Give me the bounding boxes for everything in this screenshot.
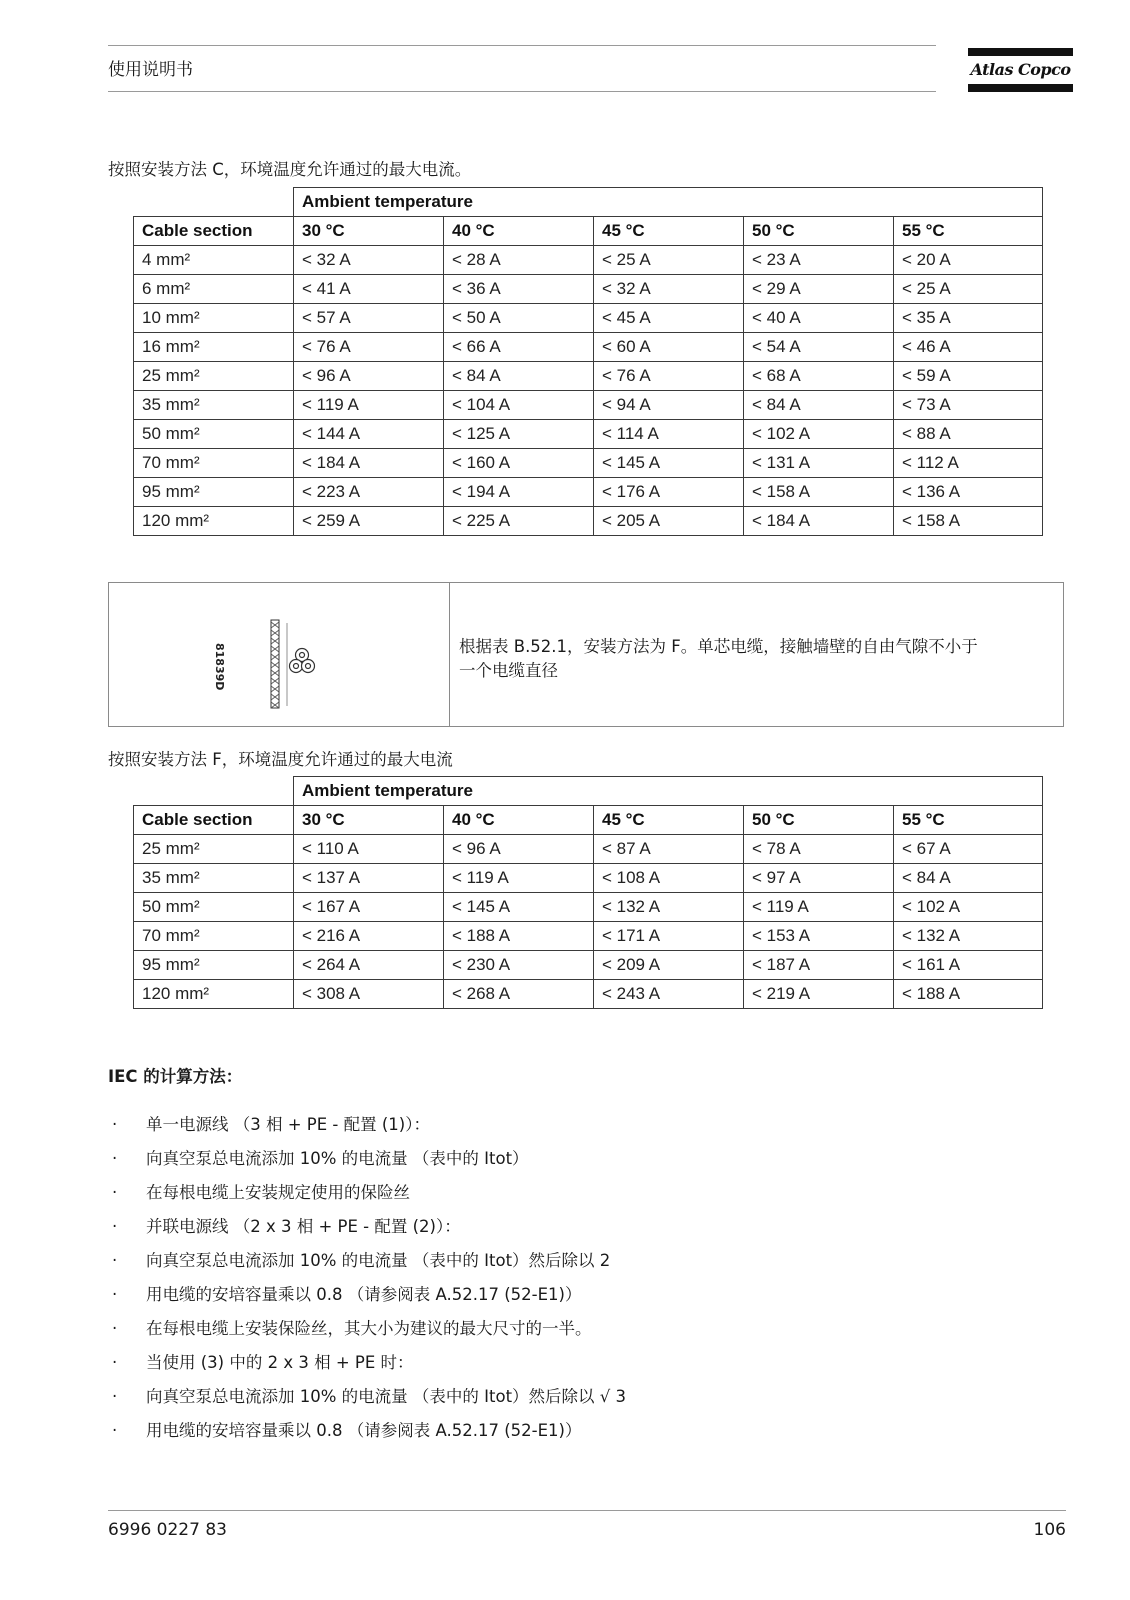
ambient-temperature-header: Ambient temperature — [294, 777, 1043, 806]
current-value-cell: < 161 A — [894, 951, 1043, 980]
logo-wordmark: Atlas Copco — [970, 60, 1071, 79]
current-value-cell: < 184 A — [744, 507, 894, 536]
current-value-cell: < 145 A — [594, 449, 744, 478]
current-value-cell: < 205 A — [594, 507, 744, 536]
current-value-cell: < 153 A — [744, 922, 894, 951]
current-value-cell: < 132 A — [894, 922, 1043, 951]
current-value-cell: < 57 A — [294, 304, 444, 333]
current-value-cell: < 268 A — [444, 980, 594, 1009]
header-bottom-rule — [108, 91, 936, 92]
cable-section-cell: 16 mm² — [134, 333, 294, 362]
current-value-cell: < 40 A — [744, 304, 894, 333]
list-item-text: 用电缆的安培容量乘以 0.8 （请参阅表 A.52.17 (52-E1)） — [146, 1421, 582, 1440]
column-header: Cable section — [134, 806, 294, 835]
current-value-cell: < 209 A — [594, 951, 744, 980]
list-item — [112, 1183, 1012, 1217]
column-header: 30 °C — [294, 217, 444, 246]
logo-top-bar — [968, 48, 1073, 56]
current-value-cell: < 67 A — [894, 835, 1043, 864]
cable-section-cell: 10 mm² — [134, 304, 294, 333]
table-row — [134, 449, 1043, 478]
current-value-cell: < 132 A — [594, 893, 744, 922]
current-value-cell: < 136 A — [894, 478, 1043, 507]
figure-divider — [449, 583, 450, 726]
current-value-cell: < 68 A — [744, 362, 894, 391]
current-value-cell: < 125 A — [444, 420, 594, 449]
table-row — [134, 391, 1043, 420]
list-item-text: 并联电源线 （2 x 3 相 + PE - 配置 (2)）： — [146, 1217, 461, 1236]
current-value-cell: < 84 A — [744, 391, 894, 420]
current-value-cell: < 96 A — [294, 362, 444, 391]
table-corner-cell — [134, 188, 294, 217]
current-value-cell: < 54 A — [744, 333, 894, 362]
list-item-text: 在每根电缆上安装保险丝，其大小为建议的最大尺寸的一半。 — [146, 1319, 592, 1338]
table-row — [134, 420, 1043, 449]
list-item-text: 当使用 (3) 中的 2 x 3 相 + PE 时： — [146, 1353, 414, 1372]
ambient-temperature-header: Ambient temperature — [294, 188, 1043, 217]
current-value-cell: < 35 A — [894, 304, 1043, 333]
current-value-cell: < 20 A — [894, 246, 1043, 275]
cable-wall-diagram-icon — [269, 618, 339, 713]
table-row — [134, 333, 1043, 362]
bullet-marker: · — [112, 1285, 118, 1304]
current-value-cell: < 188 A — [894, 980, 1043, 1009]
current-value-cell: < 46 A — [894, 333, 1043, 362]
cable-section-cell: 6 mm² — [134, 275, 294, 304]
current-value-cell: < 104 A — [444, 391, 594, 420]
installation-method-figure — [108, 582, 1064, 727]
current-value-cell: < 114 A — [594, 420, 744, 449]
list-item — [112, 1217, 1012, 1251]
column-header: 55 °C — [894, 806, 1043, 835]
current-value-cell: < 76 A — [594, 362, 744, 391]
current-value-cell: < 32 A — [594, 275, 744, 304]
current-value-cell: < 78 A — [744, 835, 894, 864]
current-value-cell: < 87 A — [594, 835, 744, 864]
current-value-cell: < 32 A — [294, 246, 444, 275]
table-row — [134, 893, 1043, 922]
section-c-caption: 按照安装方法 C，环境温度允许通过的最大电流。 — [108, 160, 472, 179]
current-value-cell: < 225 A — [444, 507, 594, 536]
current-value-cell: < 216 A — [294, 922, 444, 951]
column-header: 30 °C — [294, 806, 444, 835]
current-value-cell: < 88 A — [894, 420, 1043, 449]
cable-section-cell: 50 mm² — [134, 893, 294, 922]
table-row — [134, 951, 1043, 980]
table-row — [134, 362, 1043, 391]
list-item — [112, 1285, 1012, 1319]
document-title: 使用说明书 — [108, 60, 193, 80]
current-table-method-c — [133, 187, 1043, 536]
current-value-cell: < 45 A — [594, 304, 744, 333]
current-value-cell: < 145 A — [444, 893, 594, 922]
list-item-text: 向真空泵总电流添加 10% 的电流量 （表中的 Itot） — [146, 1149, 529, 1168]
current-value-cell: < 167 A — [294, 893, 444, 922]
table-row — [134, 304, 1043, 333]
current-value-cell: < 84 A — [444, 362, 594, 391]
list-item — [112, 1387, 1012, 1421]
current-value-cell: < 171 A — [594, 922, 744, 951]
current-value-cell: < 110 A — [294, 835, 444, 864]
table-row — [134, 246, 1043, 275]
current-value-cell: < 36 A — [444, 275, 594, 304]
cable-section-cell: 120 mm² — [134, 980, 294, 1009]
current-value-cell: < 184 A — [294, 449, 444, 478]
table-corner-cell — [134, 777, 294, 806]
current-value-cell: < 96 A — [444, 835, 594, 864]
figure-code-label: 81839D — [213, 643, 226, 691]
current-value-cell: < 25 A — [594, 246, 744, 275]
cable-section-cell: 70 mm² — [134, 922, 294, 951]
cable-section-cell: 50 mm² — [134, 420, 294, 449]
footer-rule — [108, 1510, 1066, 1511]
list-item — [112, 1421, 1012, 1455]
cable-section-cell: 95 mm² — [134, 478, 294, 507]
current-value-cell: < 119 A — [294, 391, 444, 420]
current-value-cell: < 243 A — [594, 980, 744, 1009]
cable-section-cell: 95 mm² — [134, 951, 294, 980]
column-header: 40 °C — [444, 217, 594, 246]
list-item-text: 单一电源线 （3 相 + PE - 配置 (1)）： — [146, 1115, 430, 1134]
current-value-cell: < 194 A — [444, 478, 594, 507]
cable-section-cell: 25 mm² — [134, 362, 294, 391]
bullet-marker: · — [112, 1387, 118, 1406]
bullet-marker: · — [112, 1319, 118, 1338]
column-header: 40 °C — [444, 806, 594, 835]
bullet-marker: · — [112, 1217, 118, 1236]
current-value-cell: < 60 A — [594, 333, 744, 362]
current-value-cell: < 97 A — [744, 864, 894, 893]
table-row — [134, 864, 1043, 893]
cable-section-cell: 35 mm² — [134, 864, 294, 893]
current-value-cell: < 119 A — [744, 893, 894, 922]
table-body — [134, 246, 1043, 536]
current-value-cell: < 29 A — [744, 275, 894, 304]
current-value-cell: < 176 A — [594, 478, 744, 507]
section-f-caption: 按照安装方法 F，环境温度允许通过的最大电流 — [108, 750, 453, 769]
list-item-text: 向真空泵总电流添加 10% 的电流量 （表中的 Itot）然后除以 √ 3 — [146, 1387, 627, 1406]
current-value-cell: < 137 A — [294, 864, 444, 893]
current-value-cell: < 308 A — [294, 980, 444, 1009]
list-item — [112, 1149, 1012, 1183]
current-value-cell: < 219 A — [744, 980, 894, 1009]
column-header: 45 °C — [594, 806, 744, 835]
cable-section-cell: 70 mm² — [134, 449, 294, 478]
current-value-cell: < 160 A — [444, 449, 594, 478]
current-value-cell: < 223 A — [294, 478, 444, 507]
logo-bottom-bar — [968, 84, 1073, 92]
column-header: 50 °C — [744, 806, 894, 835]
table-row — [134, 275, 1043, 304]
current-value-cell: < 41 A — [294, 275, 444, 304]
current-value-cell: < 188 A — [444, 922, 594, 951]
table-row — [134, 478, 1043, 507]
current-table-method-f — [133, 776, 1043, 1009]
document-number: 6996 0227 83 — [108, 1520, 227, 1540]
current-value-cell: < 23 A — [744, 246, 894, 275]
cable-section-cell: 4 mm² — [134, 246, 294, 275]
bullet-marker: · — [112, 1251, 118, 1270]
current-value-cell: < 131 A — [744, 449, 894, 478]
bullet-marker: · — [112, 1149, 118, 1168]
bullet-marker: · — [112, 1115, 118, 1134]
table-row — [134, 835, 1043, 864]
current-value-cell: < 50 A — [444, 304, 594, 333]
current-value-cell: < 119 A — [444, 864, 594, 893]
list-item — [112, 1115, 1012, 1149]
bullet-marker: · — [112, 1353, 118, 1372]
list-item-text: 用电缆的安培容量乘以 0.8 （请参阅表 A.52.17 (52-E1)） — [146, 1285, 582, 1304]
current-value-cell: < 28 A — [444, 246, 594, 275]
current-value-cell: < 144 A — [294, 420, 444, 449]
iec-heading: IEC 的计算方法： — [108, 1067, 243, 1086]
current-value-cell: < 76 A — [294, 333, 444, 362]
current-value-cell: < 112 A — [894, 449, 1043, 478]
table-body — [134, 835, 1043, 1009]
current-value-cell: < 158 A — [894, 507, 1043, 536]
table-row — [134, 980, 1043, 1009]
current-value-cell: < 25 A — [894, 275, 1043, 304]
column-header: 45 °C — [594, 217, 744, 246]
bullet-marker: · — [112, 1183, 118, 1202]
current-value-cell: < 73 A — [894, 391, 1043, 420]
table-column-header-row — [134, 217, 1043, 246]
table-column-header-row — [134, 806, 1043, 835]
figure-description — [459, 635, 1054, 683]
current-value-cell: < 102 A — [744, 420, 894, 449]
cable-section-cell: 120 mm² — [134, 507, 294, 536]
current-value-cell: < 259 A — [294, 507, 444, 536]
current-value-cell: < 102 A — [894, 893, 1043, 922]
list-item — [112, 1319, 1012, 1353]
figure-description-line: 一个电缆直径 — [459, 661, 558, 680]
cable-section-cell: 35 mm² — [134, 391, 294, 420]
current-value-cell: < 187 A — [744, 951, 894, 980]
cable-section-cell: 25 mm² — [134, 835, 294, 864]
current-value-cell: < 158 A — [744, 478, 894, 507]
current-value-cell: < 84 A — [894, 864, 1043, 893]
column-header: 50 °C — [744, 217, 894, 246]
column-header: 55 °C — [894, 217, 1043, 246]
iec-bullet-list — [112, 1115, 1012, 1455]
list-item-text: 在每根电缆上安装规定使用的保险丝 — [146, 1183, 410, 1202]
table-group-header-row — [134, 777, 1043, 806]
table-row — [134, 922, 1043, 951]
current-value-cell: < 59 A — [894, 362, 1043, 391]
current-value-cell: < 66 A — [444, 333, 594, 362]
current-value-cell: < 94 A — [594, 391, 744, 420]
atlas-copco-logo — [968, 48, 1073, 94]
current-value-cell: < 264 A — [294, 951, 444, 980]
bullet-marker: · — [112, 1421, 118, 1440]
table-row — [134, 507, 1043, 536]
page-number: 106 — [1033, 1520, 1066, 1540]
current-value-cell: < 230 A — [444, 951, 594, 980]
column-header: Cable section — [134, 217, 294, 246]
header-top-rule — [108, 45, 936, 46]
figure-description-line: 根据表 B.52.1，安装方法为 F。单芯电缆，接触墙壁的自由气隙不小于 — [459, 637, 978, 656]
table-group-header-row — [134, 188, 1043, 217]
list-item — [112, 1251, 1012, 1285]
list-item-text: 向真空泵总电流添加 10% 的电流量 （表中的 Itot）然后除以 2 — [146, 1251, 611, 1270]
current-value-cell: < 108 A — [594, 864, 744, 893]
list-item — [112, 1353, 1012, 1387]
